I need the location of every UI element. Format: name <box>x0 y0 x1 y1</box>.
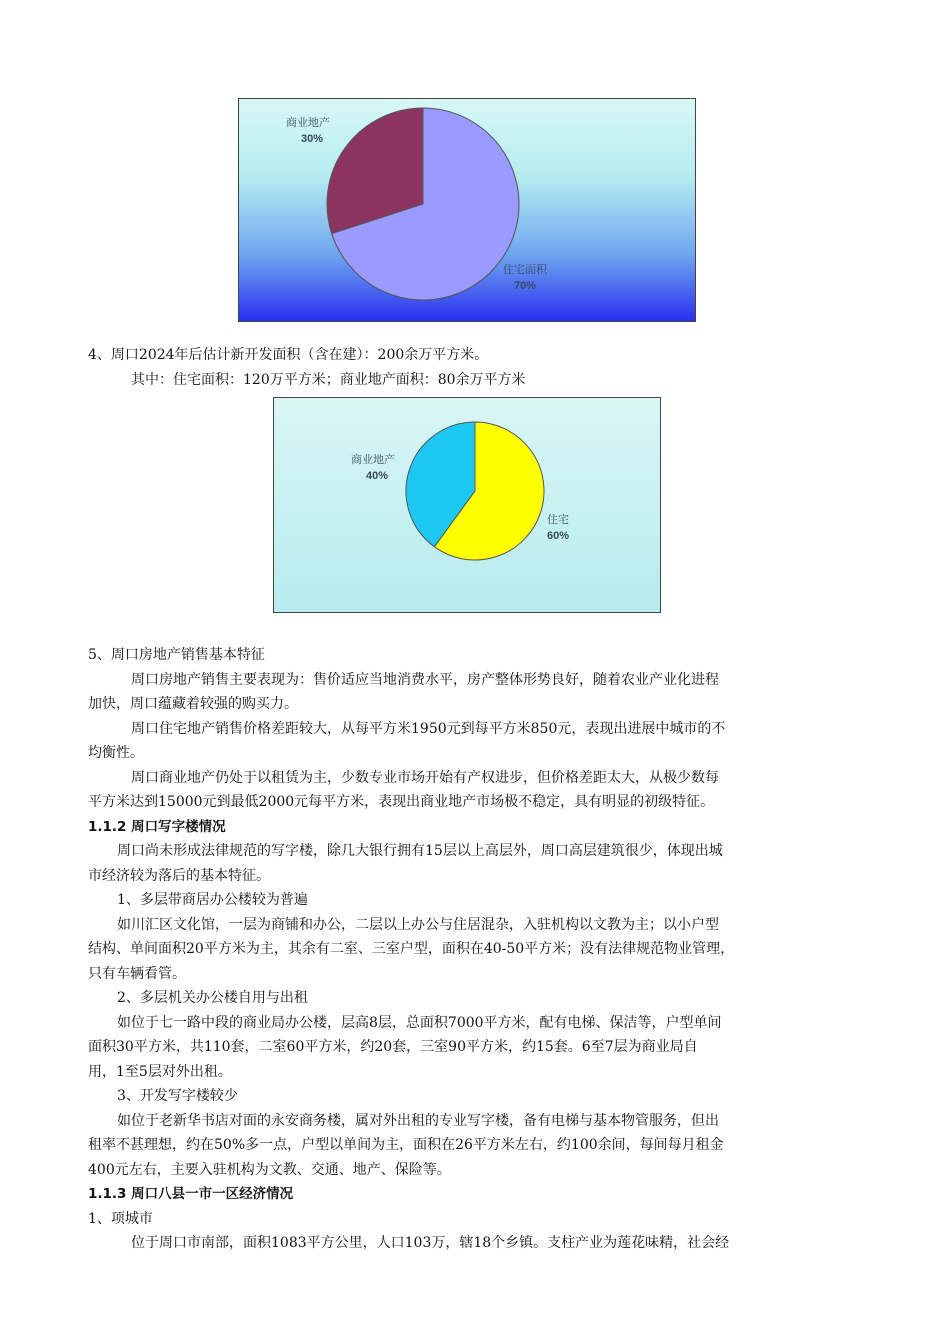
paragraph-line: 平方米达到15000元到最低2000元每平方米，表现出商业地产市场极不稳定，具有明显的初级特征。 <box>88 794 715 810</box>
pie-chart-2024-area <box>273 397 661 613</box>
paragraph-line: 4、周口2024年后估计新开发面积（含在建）：200余万平方米。 <box>88 347 489 363</box>
slice-label-commercial: 商业地产 <box>351 454 395 466</box>
paragraph-line: 均衡性。 <box>88 745 144 761</box>
paragraph-line: 如位于老新华书店对面的永安商务楼，属对外出租的专业写字楼，备有电梯与基本物管服务，但出 <box>117 1113 719 1129</box>
slice-pct-commercial: 40% <box>366 470 389 482</box>
list-heading: 1、项城市 <box>88 1211 153 1227</box>
paragraph-line: 只有车辆看管。 <box>88 966 186 982</box>
subsection-heading: 1.1.2 周口写字楼情况 <box>88 819 226 835</box>
paragraph-line: 周口住宅地产销售价格差距较大，从每平方米1950元到每平方米850元，表现出进展中城市的不 <box>131 721 726 737</box>
paragraph-line: 加快，周口蕴藏着较强的购买力。 <box>88 696 298 712</box>
slice-pct-residential: 70% <box>514 280 537 292</box>
paragraph-line: 周口尚未形成法律规范的写字楼，除几大银行拥有15层以上高层外，周口高层建筑很少，体现出城 <box>117 843 723 859</box>
section-heading: 5、周口房地产销售基本特征 <box>88 647 265 663</box>
pie-chart-2023-area <box>238 98 696 322</box>
list-heading: 3、开发写字楼较少 <box>117 1088 238 1104</box>
slice-pct-residential: 60% <box>547 530 570 542</box>
slice-label-residential: 住宅面积 <box>503 264 547 276</box>
subsection-heading: 1.1.3 周口八县一市一区经济情况 <box>88 1186 294 1202</box>
paragraph-line: 周口商业地产仍处于以租赁为主，少数专业市场开始有产权进步，但价格差距太大，从极少数每 <box>131 770 719 786</box>
slice-label-residential: 住宅 <box>547 514 569 526</box>
paragraph-line: 面积30平方米，共110套，二室60平方米，约20套，三室90平方米，约15套。6至7层为商业局自 <box>88 1039 698 1055</box>
paragraph-line: 租率不甚理想，约在50%多一点，户型以单间为主，面积在26平方米左右，约100余间，每间每月租金 <box>88 1137 724 1153</box>
slice-pct-commercial: 30% <box>301 133 324 145</box>
slice-label-commercial: 商业地产 <box>286 117 330 129</box>
paragraph-line: 400元左右，主要入驻机构为文教、交通、地产、保险等。 <box>88 1162 451 1178</box>
pie-chart-1-svg <box>239 99 696 322</box>
list-heading: 1、多层带商居办公楼较为普遍 <box>117 892 308 908</box>
paragraph-line: 结构、单间面积20平方米为主，其余有二室、三室户型，面积在40-50平方米；没有法律规范物业管理， <box>88 941 735 957</box>
paragraph-line: 其中：住宅面积：120万平方米；商业地产面积：80余万平方米 <box>131 372 526 388</box>
list-heading: 2、多层机关办公楼自用与出租 <box>117 990 308 1006</box>
paragraph-line: 位于周口市南部，面积1083平方公里，人口103万，辖18个乡镇。支柱产业为莲花味精，社会经 <box>131 1235 730 1251</box>
paragraph-line: 如位于七一路中段的商业局办公楼，层高8层，总面积7000平方米，配有电梯、保洁等，户型单间 <box>117 1015 722 1031</box>
paragraph-line: 周口房地产销售主要表现为：售价适应当地消费水平，房产整体形势良好，随着农业产业化进程 <box>131 672 719 688</box>
paragraph-line: 用，1至5层对外出租。 <box>88 1064 232 1080</box>
paragraph-line: 如川汇区文化馆，一层为商铺和办公，二层以上办公与住居混杂，入驻机构以文教为主；以小户型 <box>117 917 719 933</box>
pie-chart-2-svg <box>274 398 661 613</box>
paragraph-line: 市经济较为落后的基本特征。 <box>88 868 270 884</box>
